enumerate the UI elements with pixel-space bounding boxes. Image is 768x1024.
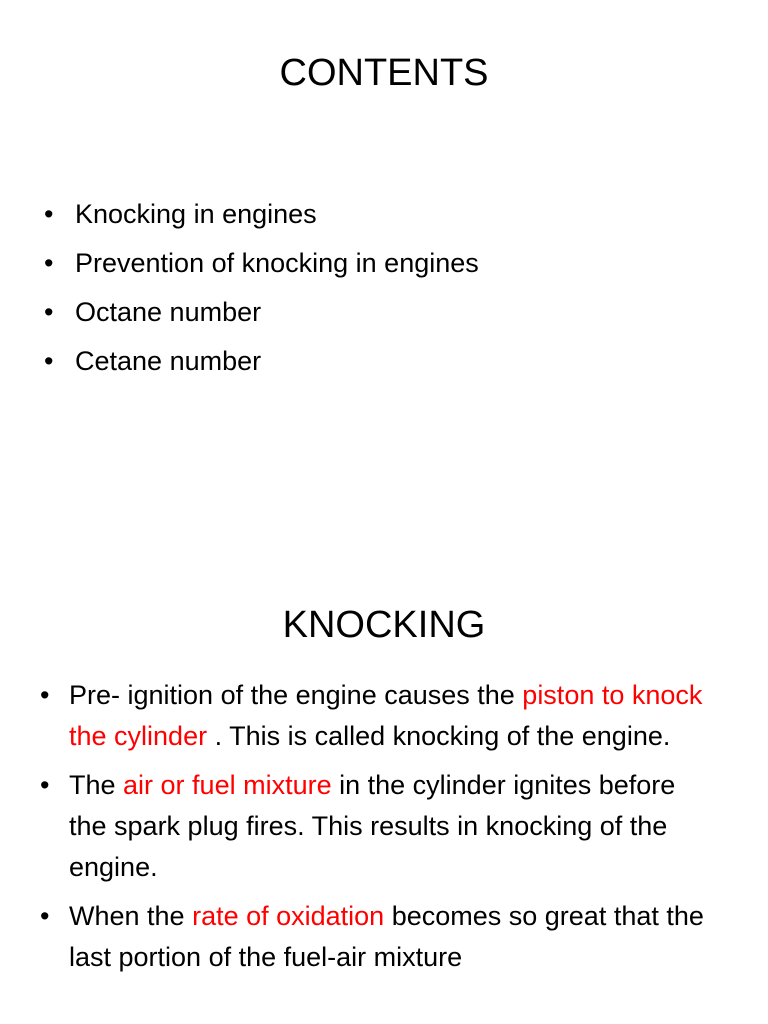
bullet: •: [40, 680, 50, 710]
bullet: •: [44, 297, 54, 327]
list-item-text: Knocking in engines: [75, 199, 317, 229]
text-segment: The: [69, 770, 124, 800]
slide-title: KNOCKING: [282, 604, 486, 646]
bullet: •: [44, 346, 54, 376]
list-item: [40, 675, 720, 757]
bullet: •: [44, 248, 54, 278]
list-item-text: Prevention of knocking in engines: [75, 248, 479, 278]
list-item: [44, 288, 479, 337]
knocking-slide: [0, 560, 768, 1024]
list-item: [44, 239, 479, 288]
list-item: [40, 765, 720, 888]
slide-title: CONTENTS: [279, 52, 489, 94]
bullet: •: [40, 901, 50, 931]
highlighted-text: air or fuel mixture: [123, 770, 332, 800]
contents-list: [44, 190, 479, 386]
list-item-text: Cetane number: [75, 346, 262, 376]
highlighted-text: piston to knock the cylinder: [69, 680, 703, 751]
text-segment: becomes so great that the last portion of the fuel-air mixture: [69, 901, 704, 972]
list-item: [44, 190, 479, 239]
text-segment: in the cylinder ignites before the spark plug fires. This results in knocking of the engine.: [69, 770, 676, 882]
text-segment: . This is called knocking of the engine.: [207, 721, 671, 751]
text-segment: Pre- ignition of the engine causes the: [69, 680, 523, 710]
text-segment: When the: [69, 901, 193, 931]
list-item: [44, 337, 479, 386]
highlighted-text: rate of oxidation: [192, 901, 385, 931]
list-item: [40, 896, 720, 978]
list-item-text: Octane number: [75, 297, 262, 327]
bullet: •: [40, 770, 50, 800]
bullet: •: [44, 199, 54, 229]
knocking-list: [40, 675, 720, 986]
